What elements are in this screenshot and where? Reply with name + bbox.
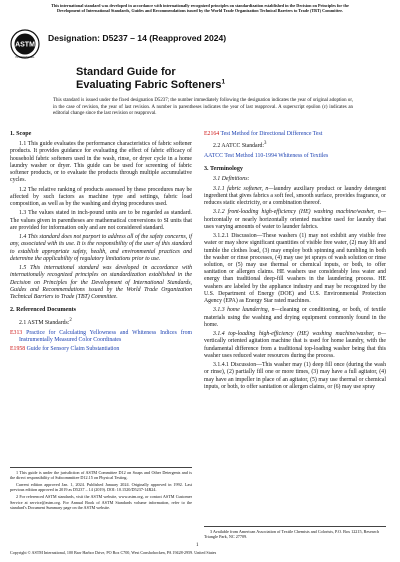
designation: Designation: D5237 – 14 (Reapproved 2024) (48, 33, 227, 43)
referenced-documents-heading: 2. Referenced Documents (10, 307, 77, 314)
ref-e313-title[interactable]: Practice for Calculating Yellowness and Whiteness Indices from Instrumentally Measured Color Coordinates (19, 329, 193, 343)
section-3-1-2 (204, 209, 386, 231)
section-3-1-3 (204, 307, 386, 329)
ref-e2164-title[interactable]: Test Method for Directional Difference Test (220, 131, 323, 137)
left-column (10, 131, 192, 356)
scope-heading: 1. Scope (10, 131, 32, 137)
term-front-loading: 3.1.2 front-loading high-efficiency (HE) washing machine/washer, n— (213, 209, 386, 216)
footnote-1: 1 This guide is under the jurisdiction of ASTM Committee D12 on Soaps and Other Detergents and is the direct responsibility of Subcommittee D12.15 on Physical Testing. (10, 470, 192, 481)
def-fabric-softener: laundry auxiliary product or laundry detergent ingredient that gives fabrics a soft feel, smooth surface, provides fragrance, or reduces static electricity, or a combination thereof. (204, 185, 387, 206)
footnote-2: 2 For referenced ASTM standards, visit the ASTM website, www.astm.org, or contact ASTM Customer Service at service@astm.org. For Annual Book of ASTM Standards volume information, refer to the standard's Document Summary page on the ASTM website. (10, 494, 192, 510)
section-3-1-4 (204, 331, 386, 360)
page-number: 1 (196, 543, 199, 548)
title-line2-text: Evaluating Fabric Softeners (76, 79, 222, 91)
ref-e1958-link[interactable]: E1958 (10, 346, 26, 353)
section-3-1: 3.1 Definitions: (213, 176, 250, 183)
section-1-2: 1.2 The relative ranking of products assessed by these procedures may be affected by such factors as machine type and settings, fabric load composition, as well as by the washing and drying procedures used. (10, 186, 192, 208)
section-2-2-mark: 3 (264, 141, 267, 147)
section-2-1-mark: 2 (69, 318, 72, 324)
title-footnote-mark: 1 (221, 78, 226, 86)
title-line1: Standard Guide for (76, 66, 176, 78)
def-top-loading: vertically oriented agitation machine that is used for home laundry, with the fundamental difference from a traditional top-loading washer being that this washer uses reduced water resources during the process. (204, 338, 386, 359)
term-home-laundering: 3.1.3 home laundering, n— (213, 307, 280, 314)
ref-e2164 (204, 131, 386, 138)
wto-notice-line1: This international standard was developed in accordance with internationally recognized principles on standardization established in the Decision on Principles for the (51, 3, 349, 8)
section-2-1 (10, 317, 192, 327)
copyright-line: Copyright © ASTM International, 100 Barr Harbor Drive, PO Box C700, West Conshohocken, PA 19428-2959. United States (10, 550, 217, 555)
section-2-1-text: 2.1 ASTM Standards: (19, 320, 70, 327)
footnote-1b: Current edition approved Jan. 1, 2024. Published January 2024. Originally approved in 1992. Last previous edition approved in 2019 as D5237 – 14 (2019). DOI: 10.1520/D5237-14R24. (10, 482, 192, 493)
ref-e313 (10, 330, 192, 344)
footnotes-left (10, 467, 192, 512)
def-home-laundering: cleaning or conditioning, or both, of textile materials using the washing and drying equipment commonly found in the home. (204, 307, 386, 328)
svg-text:ASTM: ASTM (15, 41, 35, 49)
terminology-heading: 3. Terminology (204, 165, 243, 172)
section-2-2-text: 2.2 AATCC Standard: (213, 143, 265, 150)
footnote-3: 3 Available from American Association of Textile Chemists and Colorists, P.O. Box 12215, Research Triangle Park, NC 27709. (204, 529, 380, 540)
wto-notice-line2: Development of International Standards, Guides and Recommendations issued by the World Trade Organization Technical Barriers to Trade (TBT) Committee. (57, 8, 343, 13)
aatcc-ref[interactable]: AATCC Test Method 110-1994 Whiteness of Textiles (204, 152, 329, 159)
document-title (76, 66, 376, 92)
svg-text:INTERNATIONAL: INTERNATIONAL (15, 56, 35, 59)
ref-e313-link[interactable]: E313 (10, 329, 23, 336)
wto-notice (8, 3, 392, 13)
section-1-5: 1.5 This international standard was developed in accordance with internationally recognized principles on standardization established in the Decision on Principles for the Development of International Standards, Guides and Recommendations issued by the World Trade Organization Technical Barriers to Trade (TBT) Committee. (10, 265, 192, 301)
section-3-1-2-1: 3.1.2.1 Discussion—These washers (1) may not exhibit any visible free water or may show significant quantities of visible free water, (2) may lift and tumble the clothes load, (3) may employ both spinning and tumbling in both the washer or rinse processes, (4) may use jet sprays of wash solution or rinse solution, or (5) may use thermal or chemical inputs, or both, to offer sanitation or allergen claims. HE washers use considerably less water and energy than traditional deep-fill washers in the laundering process. HE washers are labeled by the appliance industry and may be recognized by the U.S. Department of Energy (DOE) and U.S. Environmental Protection Agency (EPA) as Energy Star rated machines. (204, 233, 386, 304)
section-3-1-4-1: 3.1.4.1 Discussion—This washer may (1) deep fill once (during the wash or rinse), (2) partially fill one or more times, (3) may have a full agitator, (4) may have an impeller in place of an agitator, (5) may use thermal or chemical inputs, or both, to offer sanitation or allergen claims, or (6) may use spray (204, 362, 386, 390)
term-fabric-softener: 3.1.1 fabric softener, n— (213, 185, 274, 192)
ref-e1958-title[interactable]: Guide for Sensory Claim Substantiation (26, 346, 120, 353)
term-top-loading: 3.1.4 top-loading high-efficiency (HE) washing machine/washer, n— (213, 331, 386, 338)
title-line2 (76, 79, 376, 92)
footnotes-right (204, 526, 386, 540)
def-front-loading: horizontally or nearly horizontally oriented machine used for laundry that uses varying amounts of water to launder fabrics. (204, 216, 386, 230)
section-1-3: 1.3 The values stated in inch-pound units are to be regarded as standard. The values given in parentheses are mathematical conversions to SI units that are provided for information only and are not considered standard. (10, 210, 192, 231)
astm-logo (10, 29, 40, 59)
section-1-1: 1.1 This guide evaluates the performance characteristics of fabric softener products. It provides guidance for evaluating the effect of fabric efficacy of household fabric softeners used in the wash, rinse, or dryer cycle in a home laundry washer or dryer. This guide can be used for screening of fabric softener products, or to evaluate the products through multiple accumulative cycles. (10, 141, 192, 184)
right-column (204, 131, 386, 393)
section-2-2 (204, 140, 386, 150)
ref-e2164-link[interactable]: E2164 (204, 131, 220, 137)
section-3-1-1 (204, 186, 386, 208)
ref-e1958 (10, 346, 192, 353)
issue-notice: This standard is issued under the fixed designation D5237; the number immediately following the designation indicates the year of original adoption or, in the case of revision, the year of last revision. A number in parentheses indicates the year of last reapproval. A superscript epsilon (ε) indicates an editorial change since the last revision or reapproval. (53, 98, 353, 117)
section-1-4: 1.4 This standard does not purport to address all of the safety concerns, if any, associated with its use. It is the responsibility of the user of this standard to establish appropriate safety, health, and environmental practices and determine the applicability of regulatory limitations prior to use. (10, 234, 192, 262)
